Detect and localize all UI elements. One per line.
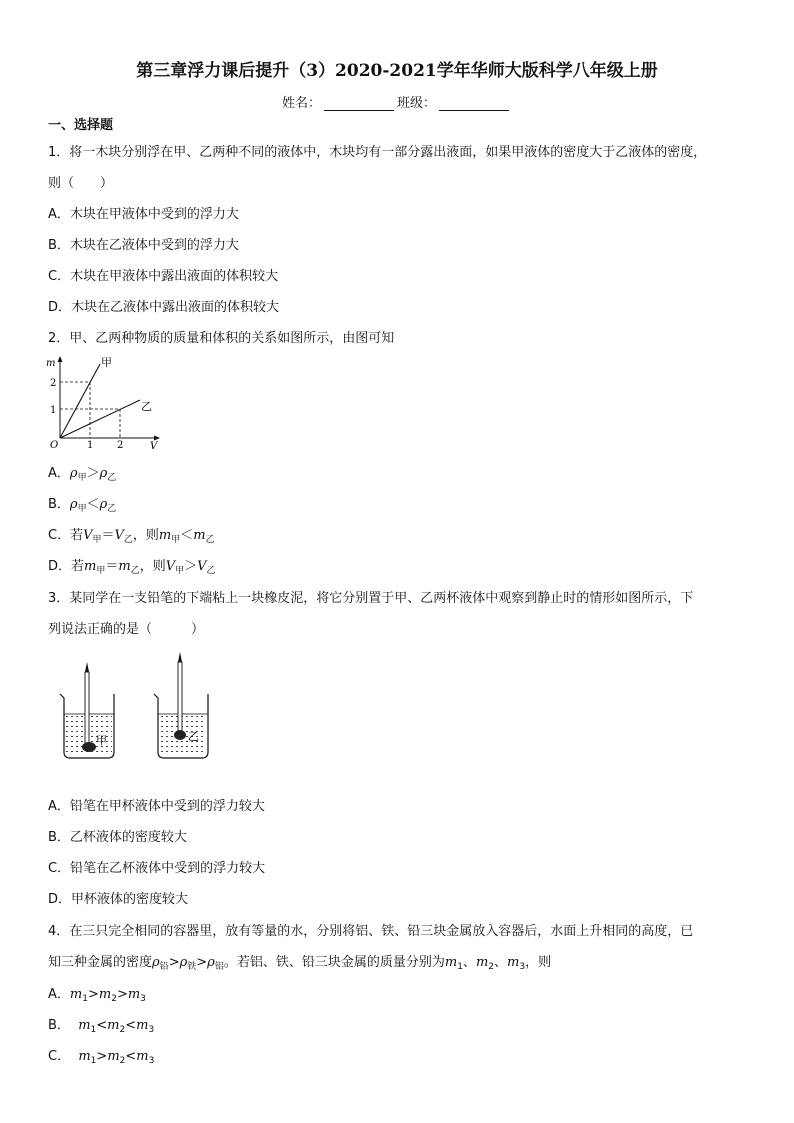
q4-stem-line1: 4．在三只完全相同的容器里，放有等量的水，分别将铝、铁、铅三块金属放入容器后，水面上升相同的高度，已: [48, 924, 694, 939]
x-tick-2: 2: [117, 440, 124, 451]
q2-option-b: B．$\rho_甲<\rho_乙$: [48, 497, 117, 514]
q1-option-a: A．木块在甲液体中受到的浮力大: [48, 207, 239, 222]
beakers-figure: [50, 650, 230, 765]
line-yi: [60, 400, 140, 438]
q3-option-d: D．甲杯液体的密度较大: [48, 892, 189, 907]
line-jia-label: 甲: [101, 356, 112, 369]
q3-option-b: B．乙杯液体的密度较大: [48, 830, 187, 845]
y-axis-label: m: [46, 358, 56, 369]
x-axis-label: V: [150, 441, 158, 452]
q3-option-a: A．铅笔在甲杯液体中受到的浮力较大: [48, 799, 265, 814]
q4-option-c: C． $m_1>m_2<m_3$: [48, 1049, 155, 1066]
q3-option-c: C．铅笔在乙杯液体中受到的浮力较大: [48, 861, 266, 876]
y-tick-1: 1: [50, 405, 57, 416]
q4-option-a: A．$m_1>m_2>m_3$: [48, 987, 146, 1004]
line-jia: [60, 364, 100, 438]
q1-option-c: C．木块在甲液体中露出液面的体积较大: [48, 269, 279, 284]
q3-stem-line1: 3．某同学在一支铅笔的下端粘上一块橡皮泥，将它分别置于甲、乙两杯液体中观察到静止时的情形如图所示，下: [48, 591, 694, 606]
class-label: 班级：: [397, 96, 437, 111]
q3-stem-line2: 列说法正确的是（ ）: [48, 622, 205, 637]
beaker-jia: [60, 662, 114, 758]
class-blank[interactable]: [439, 97, 509, 111]
beaker-yi: [154, 652, 208, 758]
name-blank[interactable]: [324, 97, 394, 111]
q2-option-c: C．若$V_甲=V_乙$，则$m_甲<m_乙$: [48, 528, 215, 545]
student-info: [0, 92, 794, 111]
q1-option-b: B．木块在乙液体中受到的浮力大: [48, 238, 239, 253]
q2-stem: 2．甲、乙两种物质的质量和体积的关系如图所示，由图可知: [48, 331, 395, 346]
q4-option-b: B． $m_1<m_2<m_3$: [48, 1018, 155, 1035]
mass-volume-graph: [44, 352, 174, 452]
q1-option-d: D．木块在乙液体中露出液面的体积较大: [48, 300, 280, 315]
line-yi-label: 乙: [141, 400, 152, 413]
beaker-jia-label: 甲: [96, 734, 107, 747]
origin-label: O: [50, 440, 59, 451]
y-tick-2: 2: [50, 378, 57, 389]
section-heading: 一、选择题: [48, 118, 114, 133]
beaker-yi-label: 乙: [188, 730, 199, 743]
q2-option-a: A．$\rho_甲>\rho_乙$: [48, 466, 117, 483]
q1-stem-line1: 1．将一木块分别浮在甲、乙两种不同的液体中，木块均有一部分露出液面，如果甲液体的密度大于乙液体的密度，: [48, 145, 707, 160]
q1-stem-line2: 则（ ）: [48, 176, 114, 191]
q2-option-d: D．若$m_甲=m_乙$，则$V_甲>V_乙$: [48, 559, 216, 576]
q4-stem-line2: 知三种金属的密度$\rho_铅>\rho_铁>\rho_铝$。若铝、铁、铅三块金属的质量分别为$m_1$、$m_2$、$m_3$，则: [48, 955, 552, 972]
page-title: 第三章浮力课后提升（3）2020-2021学年华师大版科学八年级上册: [136, 61, 658, 81]
x-tick-1: 1: [87, 440, 94, 451]
name-label: 姓名：: [281, 96, 321, 111]
